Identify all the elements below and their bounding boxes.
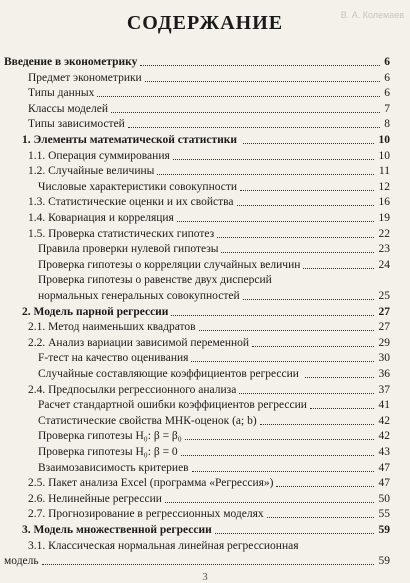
dot-leader — [243, 143, 374, 144]
toc-entry-page: 50 — [378, 492, 390, 505]
toc-entry — [0, 382, 410, 398]
toc-entry — [0, 194, 410, 210]
toc-entry — [0, 210, 410, 226]
toc-entry-title: Классы моделей — [28, 102, 108, 115]
dot-leader — [305, 377, 374, 378]
toc-entry-title: нормальных генеральных совокупностей — [38, 290, 240, 302]
toc-entry — [0, 460, 410, 476]
toc-entry-title: Проверка гипотезы H₀: β = 0 — [38, 446, 178, 458]
toc-entry-page: 7 — [384, 102, 390, 115]
toc-entry-title: Расчет стандартной ошибки коэффициентов регрессии — [38, 399, 307, 412]
dot-leader — [217, 237, 374, 238]
dot-leader — [42, 564, 374, 565]
dot-leader — [128, 127, 381, 128]
toc-entry-title: 1.2. Случайные величины — [28, 165, 155, 178]
dot-leader — [252, 346, 374, 347]
dot-leader — [97, 96, 380, 97]
toc-entry-page: 55 — [378, 508, 390, 521]
toc-entry — [0, 491, 410, 507]
dot-leader — [260, 424, 374, 425]
toc-entry-title: 2.6. Нелинейные регрессии — [28, 492, 162, 505]
toc-entry-page: 19 — [378, 212, 390, 224]
toc-entry-page: 59 — [378, 524, 390, 536]
dot-leader — [239, 393, 374, 394]
toc-entry — [0, 272, 410, 288]
dot-leader — [140, 65, 380, 66]
toc-entry — [0, 413, 410, 429]
toc-entry — [0, 85, 410, 101]
toc-entry-page: 42 — [378, 414, 390, 427]
toc-entry-page: 27 — [378, 305, 390, 318]
dot-leader — [199, 330, 374, 331]
toc-entry-page: 43 — [378, 446, 390, 458]
toc-entry-page: 25 — [378, 290, 390, 302]
toc-entry-title: 2. Модель парной регрессии — [22, 305, 169, 318]
toc-entry-page: 36 — [378, 368, 390, 380]
toc-entry-title: 2.4. Предпосылки регрессионного анализа — [28, 383, 237, 396]
dot-leader — [173, 159, 374, 160]
toc-entry — [0, 506, 410, 522]
toc-entry — [0, 444, 410, 460]
toc-entry — [0, 538, 410, 554]
dot-leader — [191, 361, 374, 362]
toc-entry — [0, 132, 410, 148]
toc-entry-title: Типы зависимостей — [28, 118, 125, 131]
toc-entry-page: 6 — [384, 87, 390, 100]
dot-leader — [215, 533, 374, 534]
dot-leader — [240, 190, 374, 191]
toc-entry-title: модель — [4, 555, 39, 568]
dot-leader — [181, 455, 374, 456]
toc-entry-title: Предмет эконометрики — [28, 71, 142, 84]
toc-entry-page: 59 — [378, 555, 390, 568]
toc-entry — [0, 101, 410, 117]
dot-leader — [185, 439, 374, 440]
toc-entry-title: Числовые характеристики совокупности — [38, 180, 238, 193]
toc-entry-title: Взаимозависимость критериев — [38, 461, 189, 474]
toc-entry-page: 10 — [378, 134, 390, 146]
toc-entry-title: 1.5. Проверка статистических гипотез — [28, 227, 215, 240]
toc-entry-page: 42 — [378, 430, 390, 443]
toc-entry-page: 8 — [384, 118, 390, 131]
toc-entry-title: Случайные составляющие коэффициентов регрессии — [38, 368, 299, 380]
toc-entry-title: 3.1. Классическая нормальная линейная регрессионная — [28, 539, 299, 552]
toc-entry-page: 29 — [378, 336, 390, 349]
toc-entry-title: Проверка гипотезы о равенстве двух дисперсий — [38, 274, 272, 287]
toc-entry — [0, 288, 410, 304]
toc-entry-title: 1.1. Операция суммирования — [28, 149, 170, 162]
dot-leader — [157, 174, 374, 175]
toc-entry-page: 23 — [378, 243, 390, 256]
toc-entry-page: 37 — [378, 383, 390, 396]
toc-entry-page: 11 — [378, 165, 390, 178]
toc-entry-title: 2.2. Анализ вариации зависимой переменной — [28, 336, 250, 349]
toc-entry-title: Типы данных — [28, 87, 95, 100]
toc-entry — [0, 70, 410, 86]
toc-entry — [0, 116, 410, 132]
toc-entry — [0, 179, 410, 195]
dot-leader — [267, 517, 374, 518]
dot-leader — [111, 112, 381, 113]
page-number: 3 — [202, 571, 208, 583]
toc-entry-title: 1. Элементы математической статистики — [22, 134, 238, 146]
toc-entry — [0, 335, 410, 351]
toc-entry-title: 2.5. Пакет анализа Excel (программа «Регрессия») — [28, 477, 274, 490]
toc-entry-title: Проверка гипотезы H₀: β = β₀ — [38, 430, 182, 443]
dot-leader — [276, 486, 374, 487]
toc-entry-page: 6 — [384, 71, 390, 84]
toc-entry-page: 47 — [378, 477, 390, 490]
toc-entry-page: 30 — [378, 352, 390, 365]
toc-entry — [0, 475, 410, 491]
toc-entry — [0, 428, 410, 444]
toc-entry-page: 16 — [378, 196, 390, 209]
toc-entry — [0, 148, 410, 164]
toc-entry — [0, 304, 410, 320]
dot-leader — [237, 205, 374, 206]
toc-entry-title: Статистические свойства МНК-оценок (a; b) — [38, 414, 257, 427]
toc-entry-page: 22 — [378, 227, 390, 240]
running-header-ghost: В. А. Колемаев — [340, 10, 404, 20]
toc-entry-title: 2.7. Прогнозирование в регрессионных моделях — [28, 508, 264, 521]
dot-leader — [165, 502, 374, 503]
toc-entry — [0, 553, 410, 569]
toc-entry-page: 10 — [378, 149, 390, 162]
toc-entry — [0, 226, 410, 242]
toc-entry — [0, 54, 410, 70]
dot-leader — [171, 315, 374, 316]
toc-entry-page: 27 — [378, 321, 390, 334]
toc-entry — [0, 257, 410, 273]
toc-entry — [0, 366, 410, 382]
toc-entry — [0, 522, 410, 538]
toc-entry-page: 47 — [378, 461, 390, 474]
page-title: СОДЕРЖАНИЕ — [126, 12, 284, 34]
toc-entry — [0, 397, 410, 413]
toc-entry — [0, 241, 410, 257]
toc-entry — [0, 163, 410, 179]
dot-leader — [243, 299, 374, 300]
toc-entry-title: 1.3. Статистические оценки и их свойства — [28, 196, 234, 209]
toc-entry-title: Правила проверки нулевой гипотезы — [38, 243, 219, 256]
toc-entry-title: 2.1. Метод наименьших квадратов — [28, 321, 196, 334]
toc-entry-title: 1.4. Ковариация и корреляция — [28, 212, 174, 224]
toc-entry — [0, 350, 410, 366]
toc-entry-page: 24 — [378, 258, 390, 271]
dot-leader — [192, 471, 374, 472]
toc-entry-title: 3. Модель множественной регрессии — [22, 524, 212, 536]
toc-entry-page: 6 — [384, 56, 390, 68]
toc-entry-title: Проверка гипотезы о корреляции случайных величин — [38, 258, 301, 271]
dot-leader — [145, 81, 381, 82]
dot-leader — [303, 268, 374, 269]
dot-leader — [177, 221, 374, 222]
toc-entry-title: F-тест на качество оценивания — [38, 352, 189, 365]
toc-entry — [0, 319, 410, 335]
toc-entry-page: 12 — [378, 180, 390, 193]
toc-entry-title: Введение в эконометрику — [4, 56, 138, 68]
dot-leader — [221, 252, 374, 253]
toc-entry-page: 41 — [378, 399, 390, 412]
dot-leader — [310, 408, 374, 409]
